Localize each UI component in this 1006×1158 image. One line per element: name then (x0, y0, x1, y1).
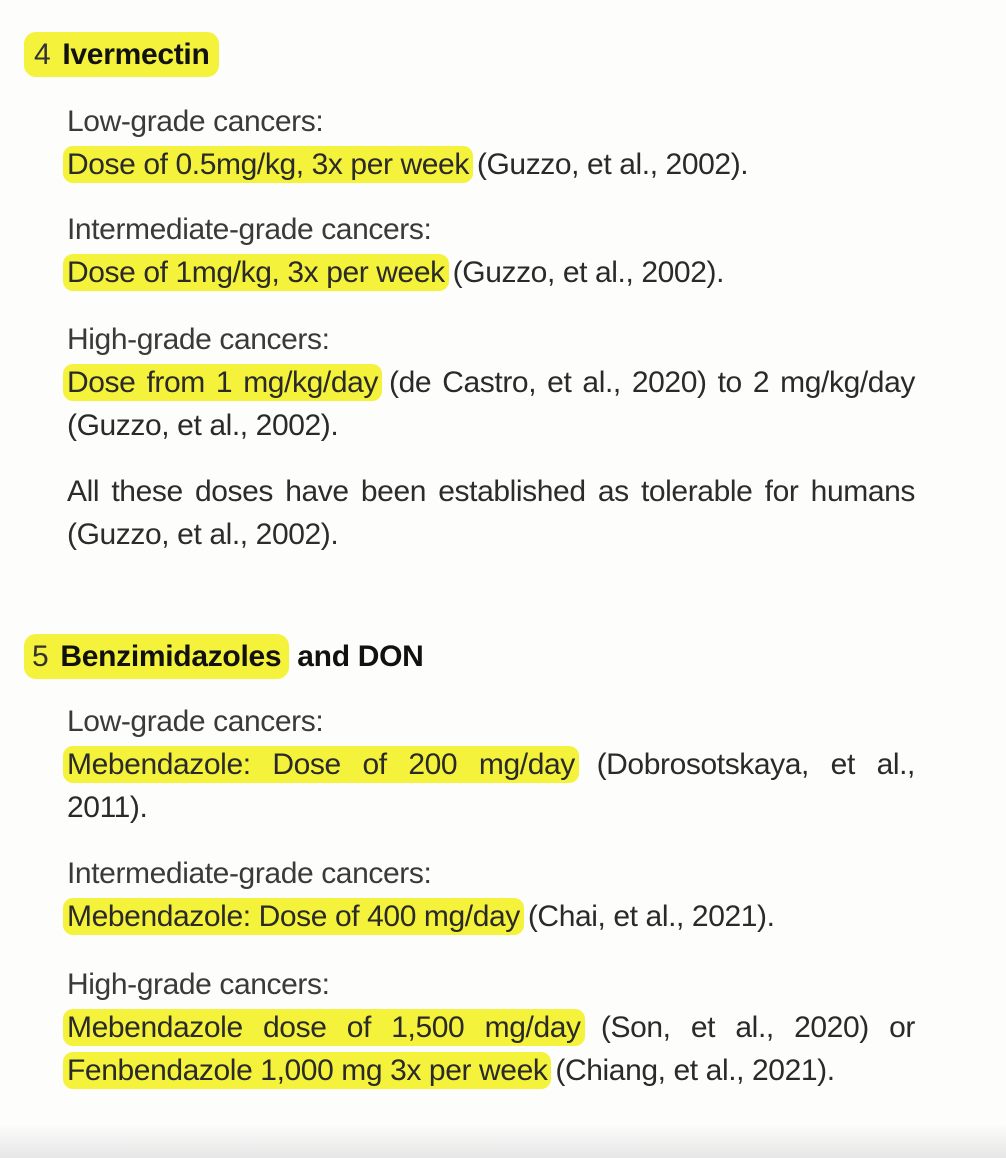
dose-citation: (Chiang, et al., 2021). (547, 1054, 835, 1087)
dose-text (67, 361, 915, 447)
section-heading-highlight (24, 634, 289, 679)
section-heading-highlight (24, 32, 219, 77)
dose-text (67, 743, 915, 829)
dose-highlight: Dose of 0.5mg/kg, 3x per week (63, 146, 473, 183)
section-title: Benzimidazoles (60, 640, 282, 673)
dose-text (67, 895, 915, 938)
tolerability-note (67, 470, 915, 556)
dose-citation: (de Castro, et al., 2020) to 2 mg/kg/day (Guzzo, et al., 2002). (67, 366, 915, 442)
dose-highlight: Dose from 1 mg/kg/day (63, 364, 382, 401)
dose-citation: (Dobrosotskaya, et al., 2011). (67, 748, 915, 824)
dose-text (67, 143, 915, 186)
dose-citation: (Guzzo, et al., 2002). (444, 256, 725, 289)
dose-highlight: Mebendazole: Dose of 200 mg/day (63, 746, 579, 783)
grade-label: High-grade cancers: (67, 968, 330, 1001)
section-title-rest: and DON (289, 640, 424, 673)
dose-highlight: Mebendazole dose of 1,500 mg/day (63, 1009, 585, 1046)
section-heading-ivermectin (24, 38, 219, 72)
dose-entry-intermediate-grade (67, 208, 915, 294)
grade-label: High-grade cancers: (67, 323, 330, 356)
grade-label: Intermediate-grade cancers: (67, 213, 432, 246)
note-text: All these doses have been established as tolerable for humans (Guzzo, et al., 2002). (67, 475, 915, 551)
grade-label: Low-grade cancers: (67, 705, 324, 738)
section-number: 5 (32, 640, 49, 673)
dose-text (67, 251, 915, 294)
dose-highlight: Dose of 1mg/kg, 3x per week (63, 254, 449, 291)
dose-entry-high-grade (67, 963, 915, 1092)
dose-highlight: Mebendazole: Dose of 400 mg/day (63, 898, 524, 935)
section-heading-benzimidazoles (24, 640, 424, 674)
section-number: 4 (34, 38, 51, 71)
dose-citation: (Son, et al., 2020) or (580, 1011, 915, 1044)
dose-citation: (Chai, et al., 2021). (519, 900, 775, 933)
dose-entry-low-grade (67, 700, 915, 829)
dose-citation: (Guzzo, et al., 2002). (468, 148, 749, 181)
dose-highlight-secondary: Fenbendazole 1,000 mg 3x per week (63, 1052, 551, 1089)
dose-entry-low-grade (67, 100, 915, 186)
dose-entry-intermediate-grade (67, 852, 915, 938)
bottom-shadow (0, 1124, 1006, 1158)
section-title: Ivermectin (62, 38, 210, 71)
dose-entry-high-grade (67, 318, 915, 447)
grade-label: Low-grade cancers: (67, 105, 324, 138)
dose-text (67, 1006, 915, 1092)
grade-label: Intermediate-grade cancers: (67, 857, 432, 890)
